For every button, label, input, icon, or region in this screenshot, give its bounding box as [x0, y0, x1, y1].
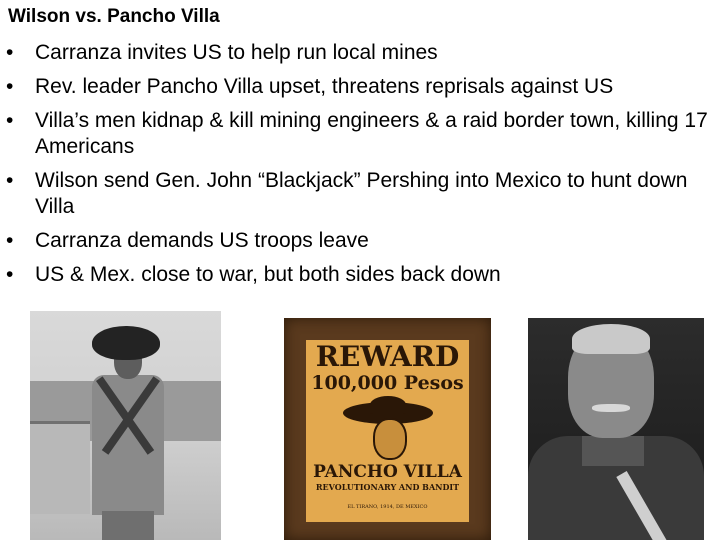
bullet-text: Carranza invites US to help run local mines	[35, 41, 438, 64]
poster-amount: 100,000 Pesos	[311, 372, 464, 394]
pancho-villa-photo	[30, 311, 221, 540]
poster-face	[373, 418, 407, 460]
bullet-text: US & Mex. close to war, but both sides back down	[35, 263, 501, 286]
photo-moustache	[592, 404, 630, 412]
bullet-marker: •	[6, 263, 14, 286]
poster-headline: REWARD	[315, 340, 460, 373]
poster-fine-print: EL TIRANO, 1914, DE MEXICO	[347, 504, 428, 510]
photo-hair	[572, 324, 650, 354]
slide-title: Wilson vs. Pancho Villa	[8, 6, 220, 27]
bullet-item	[0, 74, 716, 100]
bullet-marker: •	[6, 109, 14, 132]
bullet-list	[0, 40, 716, 296]
photo-collar	[582, 436, 644, 466]
bullet-item	[0, 168, 716, 220]
poster-portrait	[343, 396, 433, 458]
poster-name: PANCHO VILLA	[313, 462, 462, 482]
bullet-item	[0, 228, 716, 254]
bullet-text: Carranza demands US troops leave	[35, 229, 369, 252]
bullet-marker: •	[6, 75, 14, 98]
reward-poster	[306, 340, 469, 522]
pershing-photo	[528, 318, 704, 540]
bullet-text: Rev. leader Pancho Villa upset, threatens reprisals against US	[35, 75, 614, 98]
reward-poster-photo	[284, 318, 491, 540]
bullet-item	[0, 262, 716, 288]
poster-subtitle: REVOLUTIONARY AND BANDIT	[315, 482, 460, 492]
bullet-text: Villa’s men kidnap & kill mining engineers & a raid border town, killing 17 Americans	[35, 109, 708, 158]
bullet-item	[0, 40, 716, 66]
bullet-marker: •	[6, 229, 14, 252]
bullet-item	[0, 108, 716, 160]
bullet-marker: •	[6, 169, 14, 192]
poster-sombrero-crown	[370, 396, 406, 414]
photo-figure-legs	[102, 511, 154, 540]
bullet-marker: •	[6, 41, 14, 64]
photo-figure-body	[92, 375, 164, 515]
photo-sombrero	[92, 326, 160, 360]
bullet-text: Wilson send Gen. John “Blackjack” Pershing into Mexico to hunt down Villa	[35, 169, 688, 218]
photo-background-crates	[30, 421, 90, 514]
